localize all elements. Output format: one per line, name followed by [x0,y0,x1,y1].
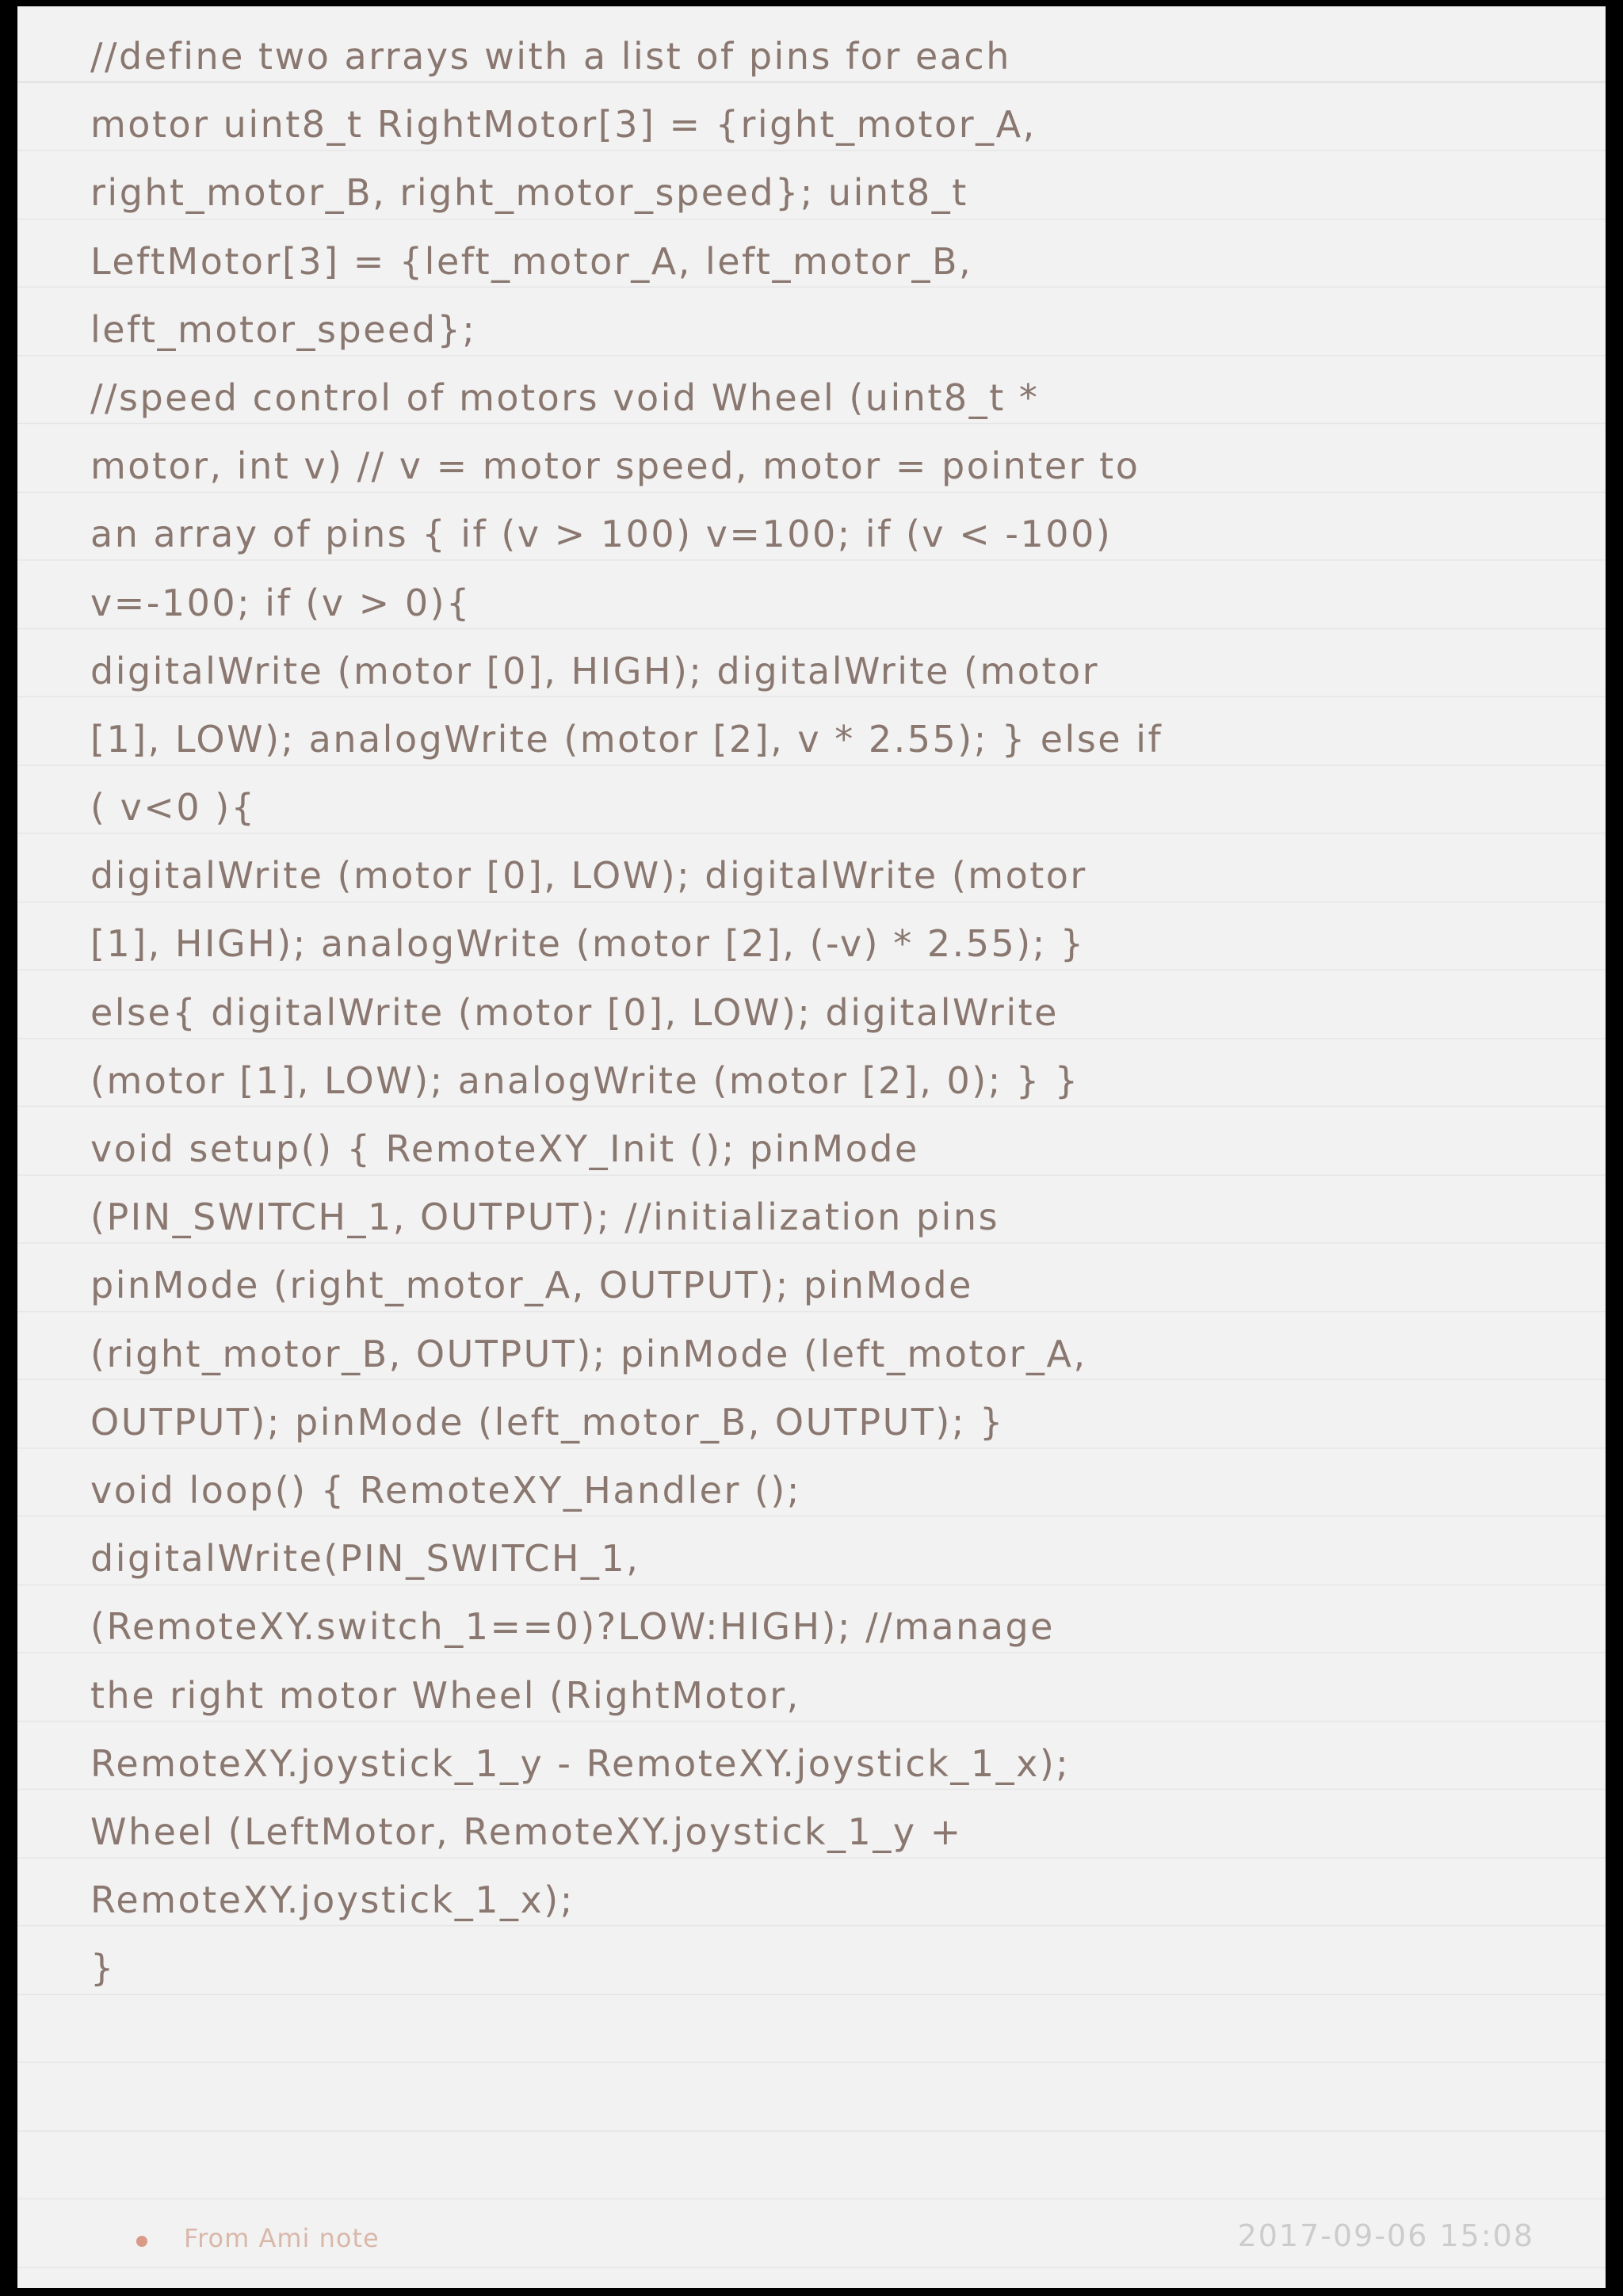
note-line: the right motor Wheel (RightMotor, [90,1673,800,1717]
note-line: an array of pins { if (v > 100) v=100; if (v < -100) [90,513,1113,556]
note-line: ( v<0 ){ [90,786,257,830]
note-line: digitalWrite (motor [0], LOW); digitalWrite (motor [90,854,1087,898]
note-line: OUTPUT); pinMode (left_motor_B, OUTPUT); } [90,1400,1005,1444]
note-line: [1], HIGH); analogWrite (motor [2], (-v) * 2.55); } [90,922,1086,966]
note-line: right_motor_B, right_motor_speed}; uint8_t [90,171,968,215]
note-line: v=-100; if (v > 0){ [90,581,472,624]
note-footer [17,2217,1606,2264]
note-line: pinMode (right_motor_A, OUTPUT); pinMode [90,1264,973,1307]
note-line: digitalWrite(PIN_SWITCH_1, [90,1537,640,1581]
note-body[interactable] [90,22,1564,2002]
note-line: (right_motor_B, OUTPUT); pinMode (left_motor_A, [90,1332,1087,1375]
note-line: RemoteXY.joystick_1_y - RemoteXY.joystick_1_x); [90,1741,1071,1785]
note-line: //speed control of motors void Wheel (uint8_t * [90,376,1040,419]
note-line: motor, int v) // v = motor speed, motor = pointer to [90,444,1140,488]
note-timestamp: 2017-09-06 15:08 [1237,2218,1534,2253]
note-line: digitalWrite (motor [0], HIGH); digitalWrite (motor [90,649,1100,692]
note-line: void setup() { RemoteXY_Init (); pinMode [90,1127,919,1170]
note-line: void loop() { RemoteXY_Handler (); [90,1468,801,1512]
note-line: [1], LOW); analogWrite (motor [2], v * 2.55); } else if [90,717,1163,761]
source-bullet-icon [136,2236,147,2247]
note-line: left_motor_speed}; [90,307,477,351]
note-line: } [90,1947,116,1990]
note-line: else{ digitalWrite (motor [0], LOW); digitalWrite [90,990,1059,1034]
note-line: motor uint8_t RightMotor[3] = {right_motor_A, [90,103,1037,147]
note-line: RemoteXY.joystick_1_x); [90,1878,575,1922]
note-line: //define two arrays with a list of pins for each [90,35,1011,78]
note-line: (RemoteXY.switch_1==0)?LOW:HIGH); //manage [90,1605,1055,1649]
note-line: Wheel (LeftMotor, RemoteXY.joystick_1_y + [90,1810,963,1853]
note-page [17,6,1606,2288]
source-label: From Ami note [184,2223,380,2253]
note-line: (PIN_SWITCH_1, OUTPUT); //initialization pins [90,1196,1000,1239]
note-line: (motor [1], LOW); analogWrite (motor [2], 0); } } [90,1058,1080,1102]
note-line: LeftMotor[3] = {left_motor_A, left_motor_B, [90,239,973,283]
